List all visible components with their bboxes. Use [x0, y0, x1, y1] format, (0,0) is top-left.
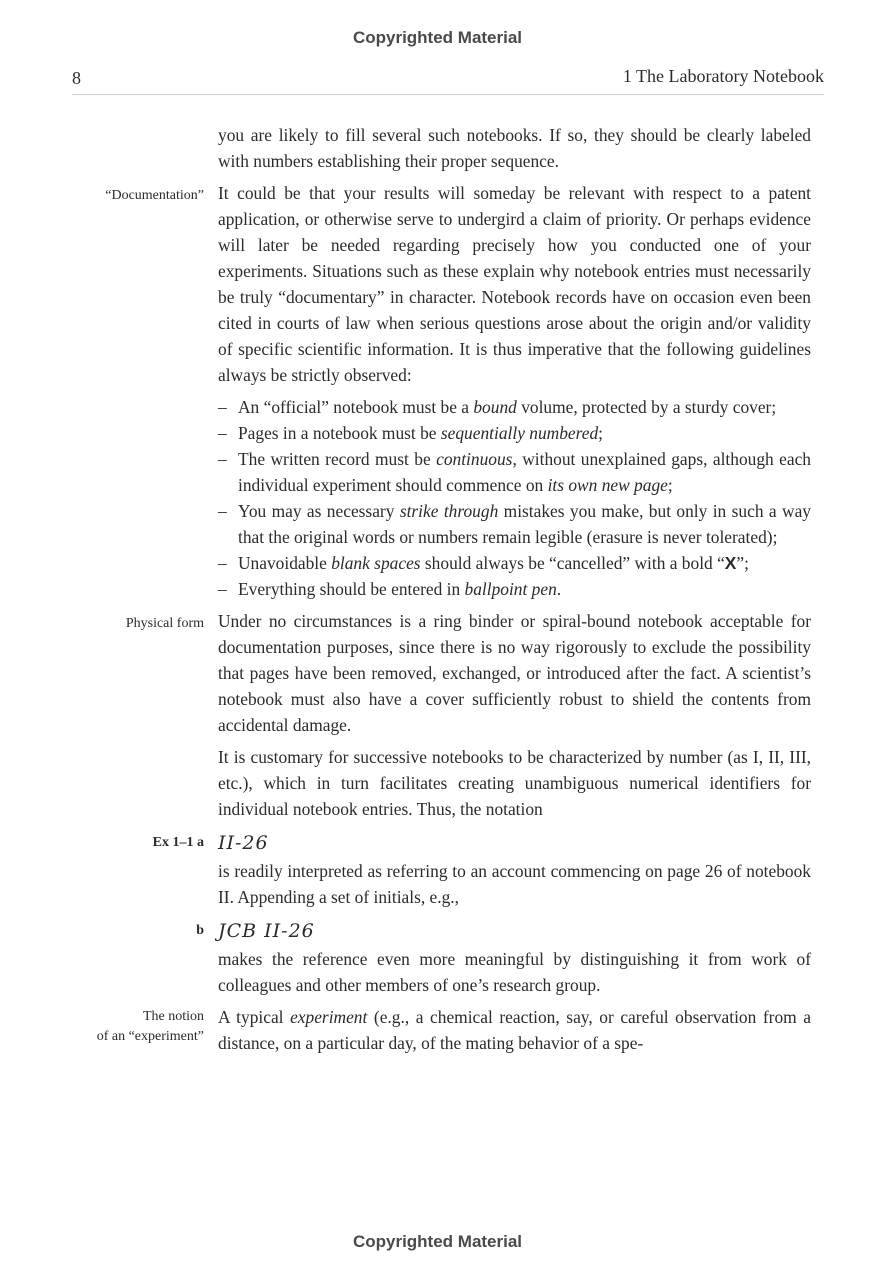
- guideline-item: – An “official” notebook must be a bound volume, protected by a sturdy cover;: [218, 394, 811, 420]
- example-a-paragraph: is readily interpreted as referring to an account commencing on page 26 of notebook II. Appending a set of initials, e.g.,: [218, 861, 811, 907]
- guidelines-list: [218, 394, 811, 602]
- chapter-title: 1 The Laboratory Notebook: [622, 66, 824, 86]
- notion-row: [72, 1004, 824, 1062]
- guideline-item: – Unavoidable blank spaces should always be “cancelled” with a bold “X”;: [218, 550, 811, 576]
- documentation-paragraph: It could be that your results will someday be relevant with respect to a patent application, or otherwise serve to undergird a claim of priority. Or perhaps evidence will later be needed regarding precisely how you conducted one of your experiments. Situations such as these explain why notebook entries must necessarily be truly “documentary” in character. Notebook records have on occasion even been cited in courts of law when serious questions arose about the origin and/or validity of specific scientific information. It is thus imperative that the following guidelines always be strictly observed:: [218, 183, 811, 385]
- margin-note-line: of an “experiment”: [96, 1029, 204, 1044]
- customary-paragraph: It is customary for successive notebooks to be characterized by number (as I, II, III, etc.), which in turn facilitates creating unambiguous numerical identifiers for individual notebook entries. Thus, the notation: [218, 747, 811, 819]
- handwritten-reference-b: JCB II-26: [218, 920, 315, 942]
- margin-note-notion: [72, 1004, 218, 1047]
- example-a-row: [72, 828, 824, 916]
- page-number: 8: [72, 68, 81, 88]
- guideline-item: – You may as necessary strike through mistakes you make, but only in such a way that the original words or numbers remain legible (erasure is never tolerated);: [218, 498, 811, 550]
- physical-form-paragraph: Under no circumstances is a ring binder or spiral-bound notebook acceptable for documentation purposes, since there is no way rigorously to exclude the possibility that pages have been removed, exchanged, or introduced after the fact. A scientist’s notebook must also have a cover sufficiently robust to shield the contents from accidental damage.: [218, 611, 811, 735]
- running-head: [72, 64, 824, 95]
- guideline-item: – Everything should be entered in ballpoint pen.: [218, 576, 811, 602]
- documentation-row: [72, 180, 824, 608]
- example-b-paragraph: makes the reference even more meaningful by distinguishing it from work of colleagues and other members of one’s research group.: [218, 949, 811, 995]
- copyright-footer: Copyrighted Material: [352, 1232, 523, 1251]
- guideline-item: – Pages in a notebook must be sequentially numbered;: [218, 420, 811, 446]
- example-label-a: Ex 1–1 a: [152, 835, 204, 850]
- page-body: [72, 122, 824, 1062]
- example-label-b: b: [196, 923, 204, 938]
- copyright-header: Copyrighted Material: [352, 28, 523, 47]
- guideline-item: – The written record must be continuous, without unexplained gaps, although each individual experiment should commence on its own new page;: [218, 446, 811, 498]
- handwritten-reference-a: II-26: [218, 832, 269, 854]
- example-b-row: [72, 916, 824, 1004]
- intro-paragraph: you are likely to fill several such notebooks. If so, they should be clearly labeled with numbers establishing their proper sequence.: [218, 125, 811, 171]
- notion-paragraph: A typical experiment (e.g., a chemical reaction, say, or careful observation from a distance, on a particular day, of the mating behavior of a spe-: [218, 1007, 811, 1053]
- margin-note-line: The notion: [142, 1009, 204, 1024]
- margin-note-physical-form: Physical form: [125, 616, 204, 631]
- physical-form-row: [72, 608, 824, 828]
- intro-row: [72, 122, 824, 180]
- margin-note-documentation: “Documentation”: [105, 188, 204, 203]
